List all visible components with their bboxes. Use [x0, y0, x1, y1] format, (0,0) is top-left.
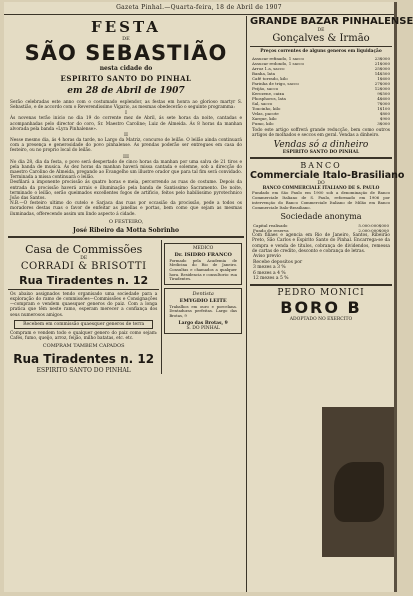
- banco-parent: BANCO COMMERCIALE ITALIANO DE S. PAULO: [262, 186, 380, 192]
- commissoes-body: Os abaixo assignados tendo organisado uma sociedade para a exploração do ramo de commissões—Commissões e Consignações—compram e vendem quaesquer generos do paiz. Com a longa pratica que têm neste ramo, esperam merecer a confiança dos seus numerosos amigos.: [10, 291, 158, 318]
- newspaper-page: [4, 2, 413, 592]
- festa-section-3: III: [123, 153, 129, 160]
- bazar-item-name: Farinha de trigo, sacco: [252, 81, 299, 86]
- dentista-address: Largo das Brotas, 9: [178, 320, 228, 326]
- banco-society: Sociedade anonyma: [280, 212, 362, 222]
- banco-rates: [253, 254, 389, 282]
- festa-place: ESPIRITO SANTO DO PINHAL: [60, 74, 192, 83]
- bazar-item-name: Phosphoros, lata: [252, 96, 286, 101]
- bazar-item-name: Assucar redondo, 1 sacco: [252, 61, 304, 66]
- bazar-item-price: 7$000: [377, 101, 390, 106]
- column-divider: [246, 16, 247, 592]
- commissoes-title: Casa de Commissões: [25, 242, 143, 256]
- dentista-name: EMYGDIO LEITE: [179, 297, 227, 304]
- commissoes-ad: [8, 240, 159, 374]
- pedro-ad: [250, 288, 392, 322]
- pedro-business: BORO B: [280, 297, 362, 317]
- right-column: [250, 16, 413, 322]
- commissoes-footer-city: ESPIRITO SANTO DO PINHAL: [36, 367, 131, 375]
- bazar-connector: DE: [317, 28, 325, 33]
- commissoes-body-2: Compram e vendem todo e qualquer genero do paiz como sejam: Cafés, fumo, queijo, arroz, feijão, milho batatas, etc. etc.: [10, 330, 158, 342]
- banco-text: Fundado em São Paulo em 1900 sob a denominação de Banco Commerciale Italiano de S. Paulo, reformado em 1906 por intervenção do Banco Commerciale Italiano de Milão em Banco Commerciale Italo-Brasiliano.: [252, 190, 390, 210]
- festa-section-2: II: [124, 132, 128, 139]
- bazar-item-name: Fumo, kilo: [252, 121, 274, 126]
- bazar-cash: Vendas só a dinheiro: [273, 140, 369, 151]
- dentista-ad: [164, 288, 242, 334]
- rule: [250, 46, 392, 47]
- section-divider: [8, 236, 244, 238]
- banco-reserve-label: Fundo de reserva: [253, 228, 289, 234]
- bazar-item-name: Velas, pacote: [252, 111, 279, 116]
- festa-connector: DE: [122, 36, 130, 42]
- medico-label: MEDICO: [192, 245, 214, 251]
- banco-label: BANCO: [300, 161, 342, 171]
- bazar-item-price: 14$500: [374, 71, 390, 76]
- lower-left-section: [8, 240, 244, 374]
- bazar-item-price: 25$000: [374, 66, 390, 71]
- bazar-owner: Gonçalves & Irmão: [272, 33, 370, 44]
- bazar-ad: [250, 16, 413, 156]
- bazar-item-price: 1$100: [377, 106, 390, 111]
- banco-capital-label: Capital realisado: [253, 223, 288, 229]
- festa-date: 28 de Abril de 1907: [85, 86, 185, 96]
- bazar-item-name: Sal, sacco: [252, 101, 273, 106]
- section-divider: [250, 157, 392, 159]
- bazar-item-name: Assucar refinado, 1 sacco: [252, 56, 304, 61]
- bazar-note: Todo este artigo soffrerá grande reducção, bem como outros artigos de molhados e seccos em geral. Vendas a dinheiro.: [252, 128, 390, 139]
- festa-paragraph-1: Serão celebradas este anno com o costumado esplendor, as festas em honra ao glorioso martyr S. Sebastião, e de accordo com o Reverendissimo Vigario, as mesmas obedecerão o seguinte programma:: [10, 100, 242, 111]
- banco-ad: [250, 161, 405, 282]
- dentista-label: Dentista: [192, 290, 214, 297]
- banco-capital-value: 5.000:000$000: [358, 223, 389, 229]
- festa-notice: [8, 18, 244, 234]
- dentista-city: S. DO PINHAL: [186, 325, 220, 331]
- bazar-item-price: 3$000: [377, 121, 390, 126]
- medico-ad: [164, 243, 242, 285]
- banco-rate-line: 3 mezes a 3 %: [253, 265, 286, 271]
- festa-title-word: FESTA: [91, 18, 161, 36]
- festa-section-1: I: [125, 110, 127, 117]
- bazar-item-name: Xarque, kilo: [252, 116, 277, 121]
- banco-rate-line: 6 mezes a 4 %: [253, 270, 286, 276]
- bazar-price-row: [252, 121, 390, 126]
- bazar-item-name: Toucinho, kilo: [252, 106, 281, 111]
- bazar-title: GRANDE BAZAR PINHALENSE: [250, 16, 413, 27]
- bazar-item-price: $800: [379, 111, 390, 116]
- festa-nb: N.B.—O festeiro ultimo do cutelo e Sarjaca das ruas por occasião da procissão, pede a todos os moradores destas ruas o favor de enfeitar as janellas e portas, bem como que sejam as mesmas iluminadas, offerecendo assim um lindo aspecto á cidade.: [10, 201, 242, 217]
- festa-paragraph-5: Desfilará a imponente procissão ás quatro horas e meia, percorrendo as ruas do costume. Depois da entrada da procissão haverá arrais e illuminação pela banda de Santissimo Sacramento. De noite, terminado o leilão, serão queimados excellentes fogos de artificio, feitos pelo habilissimo pyrotechnico João das Santos.: [10, 180, 242, 202]
- bazar-price-list: [252, 56, 390, 126]
- bazar-price-header: Preços correntes de alguns generos em liquidação: [260, 49, 382, 54]
- banco-name: Commerciale Italo-Brasiliano: [250, 170, 405, 182]
- banco-connector: DO: [317, 181, 325, 187]
- bazar-item-price: $900: [379, 116, 390, 121]
- festa-signature-name: José Ribeiro da Motta Sobrinho: [73, 226, 179, 234]
- bazar-item-price: 9$500: [377, 91, 390, 96]
- bazar-item-price: 1$600: [377, 76, 390, 81]
- rule: [8, 289, 159, 290]
- bazar-item-price: 4$600: [377, 96, 390, 101]
- commissoes-address: Rua Tiradentes n. 12: [19, 273, 149, 287]
- festa-date-prefix: em: [67, 86, 83, 96]
- medico-name: Dr. ISIDRO FRANCO: [174, 251, 232, 258]
- section-divider: [250, 284, 392, 286]
- bazar-item-price: 23$000: [374, 56, 390, 61]
- page-header: Gazeta Pinhal.—Quarta-feira, 18 de Abril de 1907: [4, 2, 394, 15]
- bazar-item-price: 27$000: [374, 81, 390, 86]
- bazar-item-price: 21$000: [374, 61, 390, 66]
- dentista-text: Trabalhos em ouro e porcelana. Dentaduras perfeitas. Largo das Brotas, 9: [169, 303, 237, 319]
- medico-text: Formado pela Academia de Medicina do Rio de Janeiro. Consultas e chamados a qualquer hora. Residencia e consultorio: rua Tiradentes.: [169, 257, 237, 282]
- bazar-item-price: 12$000: [374, 86, 390, 91]
- bazar-city: ESPIRITO SANTO DO PINHAL: [282, 150, 360, 156]
- commissoes-notice: Recebem em commissão quaesquer generos de terra: [14, 320, 153, 329]
- festa-subtitle: nesta cidade do: [99, 65, 153, 72]
- bazar-item-name: Café torrado, kilo: [252, 76, 288, 81]
- bazar-item-name: Feijão, sacco: [252, 86, 279, 91]
- festa-paragraph-3: Nesse mesmo dia, ás 4 horas da tarde, no Largo da Matriz, concurso de leilão. O leilão ainda continuará com a presença e generosidade do povo pinhalense. As prendas poderão ser entregues em casa do festeiro, ou no proprio local do leilão.: [10, 138, 242, 154]
- festa-saint-title: SÃO SEBASTIÃO: [24, 41, 228, 65]
- banco-body: Com filiaes e agencia em Rio de Janeiro, Santos, Ribeirão Preto, São Carlos e Espirito Santo do Pinhal. Encarrega-se da compra e venda de titulos, cobrança de dividendos, remessa de cartas de credito, desconto e cobrança de letras.: [252, 233, 390, 254]
- festa-signature-label: O FESTEIRO,: [108, 218, 144, 225]
- commissoes-buy-line: COMPRAM TAMBEM CAPADOS: [42, 343, 125, 350]
- pedro-name: PEDRO MONICI: [277, 287, 365, 298]
- commissoes-connector: DE: [80, 255, 88, 261]
- bazar-item-name: Arroz 1.a, sacco: [252, 66, 285, 71]
- bazar-item-name: Kerozene, caixa: [252, 91, 285, 96]
- banco-rate-line: Aviso previo: [253, 254, 281, 260]
- banco-rate-line: 12 mezes a 5 %: [253, 276, 289, 282]
- small-ads-column: [161, 240, 244, 374]
- banco-rate-line: Recebe depositos por: [253, 259, 303, 265]
- commissoes-footer-address: Rua Tiradentes n. 12: [13, 352, 155, 367]
- pedro-tagline: ADOPTADO NO EXERCITO: [289, 316, 353, 322]
- commissoes-firm: CORRADI & BRISOTTI: [20, 260, 147, 272]
- torn-paper-shadow: [334, 462, 384, 522]
- left-column: [8, 16, 244, 374]
- banco-reserve-value: 2.000:000$000: [358, 228, 389, 234]
- bazar-item-name: Banha, lata: [252, 71, 276, 76]
- festa-paragraph-2: Ás novenas terão inicio no dia 19 do corrente mez de Abril, ás sete horas da noite, cantadas e acompanhadas pelo director do coro, Sr. Maestro Caroline; Luiz de Almeida. Ás 8 horas da manhan alvorada pela banda «Lyra Pinhalense».: [10, 116, 242, 132]
- festa-paragraph-4: No dia 28, dia da festa, o povo será despertado de cinco horas da manhan por uma salva de 21 tiros e pela banda de musica. Ás dez horas da manhan haverá missa cantada e solemne, sob a direcção do maestro Carolino de Almeida, pregando ao Evangelho um illustre orador que para tal fim será convidado. Terminada a missa continuará o leilão.: [10, 159, 242, 181]
